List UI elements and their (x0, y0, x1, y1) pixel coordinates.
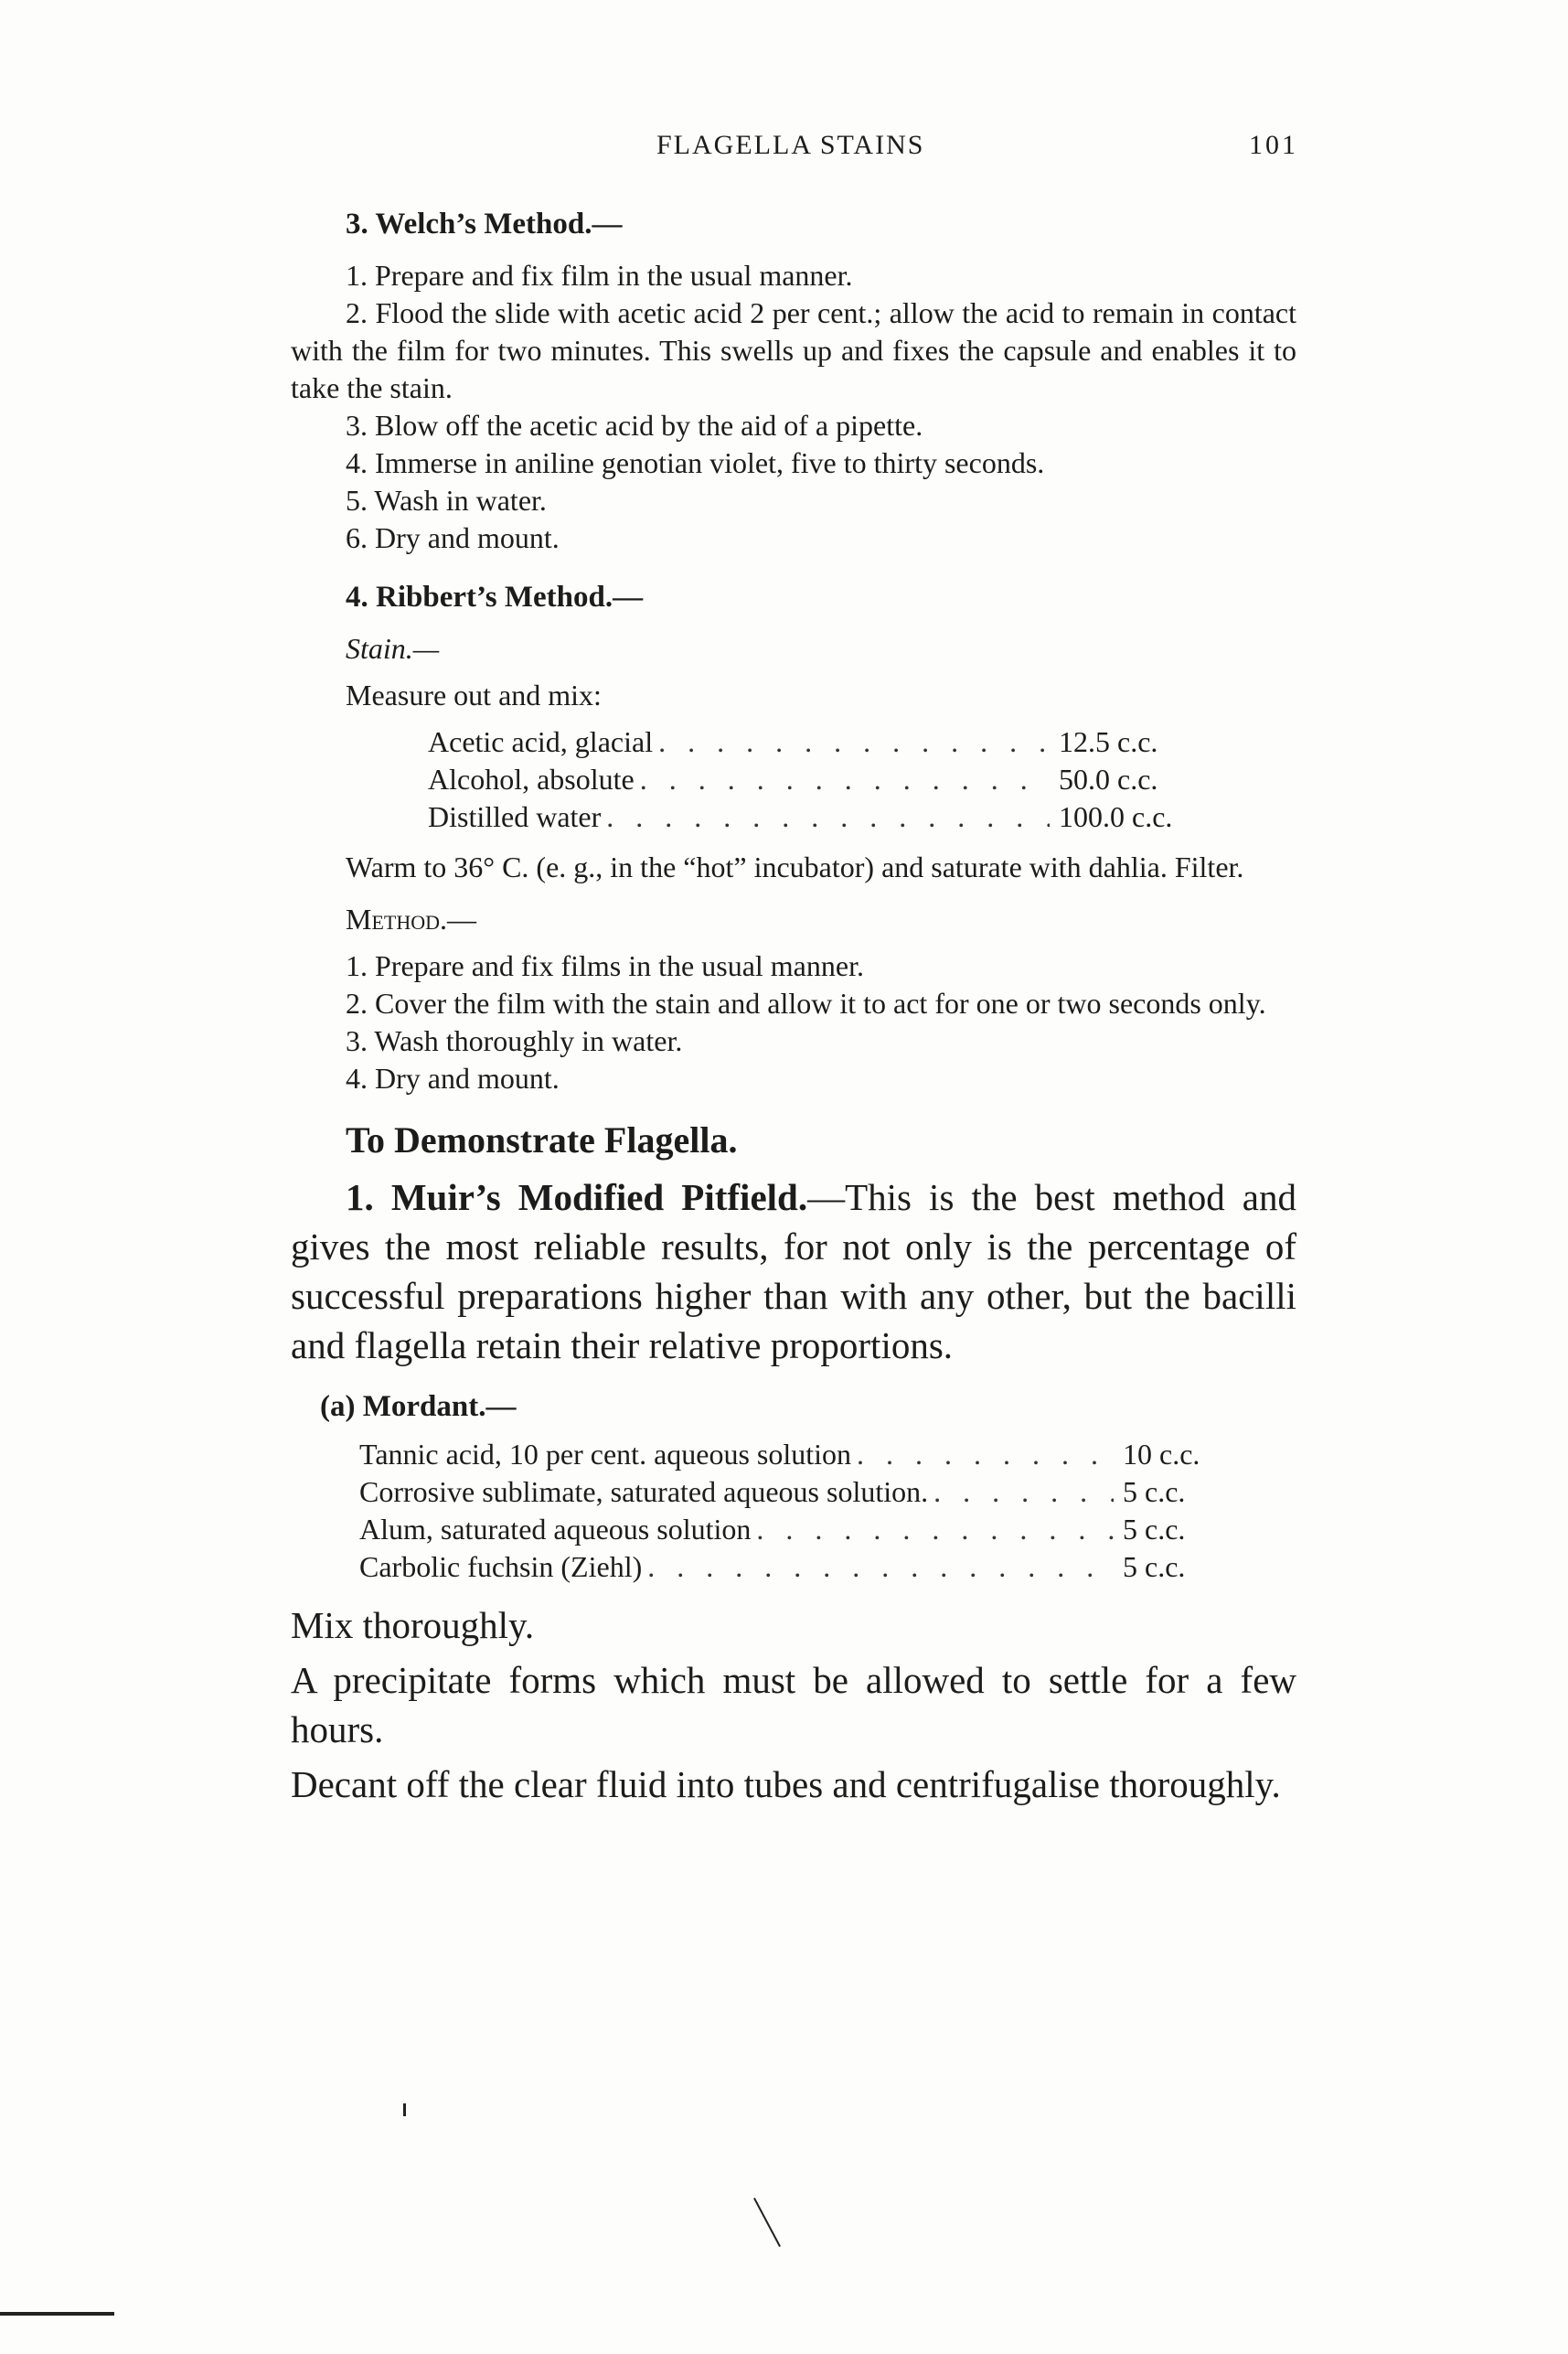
stain-label: Stain.— (346, 632, 440, 665)
recipe-row (428, 798, 1187, 836)
ingredient-name: Alcohol, absolute (428, 763, 635, 796)
welch-steps (291, 257, 1296, 557)
recipe-row (428, 723, 1187, 761)
leader-dots (851, 1436, 1114, 1473)
leader-dots (653, 723, 1050, 761)
ribbert-step-4: 4. Dry and mount. (346, 1062, 560, 1095)
page-header (293, 130, 1298, 166)
ribbert-section (291, 630, 1296, 1097)
leader-dots (642, 1548, 1114, 1586)
recipe-row (428, 761, 1187, 798)
recipe-row (359, 1436, 1283, 1473)
decant-instruction: Decant off the clear fluid into tubes and centrifugalise thoroughly. (291, 1763, 1281, 1805)
ribbert-step-2: 2. Cover the film with the stain and allow it to act for one or two seconds only. (346, 987, 1266, 1020)
ingredient-name: Acetic acid, glacial (428, 725, 654, 758)
leader-dots (751, 1511, 1114, 1548)
ingredient-amount: 100.0 c.c. (1059, 800, 1173, 833)
ingredient-amount: 10 c.c. (1123, 1438, 1200, 1471)
page-number: 101 (1249, 130, 1298, 160)
ingredient-amount: 5 c.c. (1123, 1475, 1186, 1508)
welch-method-heading: 3. Welch’s Method.— (346, 208, 623, 241)
ingredient-name: Corrosive sublimate, saturated aqueous solution. (359, 1475, 929, 1508)
closing-paragraphs (291, 1600, 1296, 1809)
measure-instruction: Measure out and mix: (346, 679, 602, 712)
scan-edge-mark (0, 2312, 114, 2316)
mordant-recipe (359, 1436, 1283, 1586)
welch-step-1: 1. Prepare and fix film in the usual manner. (346, 259, 853, 292)
mix-instruction: Mix thoroughly. (291, 1604, 535, 1646)
precipitate-instruction: A precipitate forms which must be allowed to settle for a few hours. (291, 1659, 1296, 1750)
recipe-row (359, 1511, 1283, 1548)
scan-stroke (753, 2198, 781, 2247)
mordant-label: (a) Mordant.— (320, 1390, 517, 1423)
ingredient-amount: 5 c.c. (1123, 1550, 1186, 1583)
page-content (291, 197, 1296, 1809)
muir-paragraph (291, 1172, 1296, 1370)
welch-step-4: 4. Immerse in aniline genotian violet, five to thirty seconds. (346, 446, 1045, 479)
ingredient-name: Distilled water (428, 800, 602, 833)
welch-step-5: 5. Wash in water. (346, 484, 547, 517)
welch-step-2: 2. Flood the slide with acetic acid 2 per cent.; allow the acid to remain in contact with the film for two minutes. This swells up and fixes the capsule and enables it to take the stain. (291, 296, 1296, 404)
ribbert-step-3: 3. Wash thoroughly in water. (346, 1024, 683, 1057)
warm-instruction: Warm to 36° C. (e. g., in the “hot” incubator) and saturate with dahlia. Filter. (346, 851, 1244, 883)
scan-speck (403, 2103, 406, 2116)
ingredient-name: Tannic acid, 10 per cent. aqueous solution (359, 1438, 852, 1471)
leader-dots (928, 1473, 1114, 1511)
ingredient-amount: 5 c.c. (1123, 1513, 1186, 1546)
muir-description: —This is the best method and gives the most reliable results, for not only is the percentage of successful preparations higher than with any other, but the bacilli and flagella retain their relative proportions. (291, 1176, 1296, 1366)
ingredient-amount: 12.5 c.c. (1059, 725, 1158, 758)
welch-step-6: 6. Dry and mount. (346, 521, 560, 554)
demonstrate-flagella-heading: To Demonstrate Flagella. (346, 1119, 738, 1161)
recipe-row (359, 1548, 1283, 1586)
welch-step-3: 3. Blow off the acetic acid by the aid of a pipette. (346, 409, 923, 442)
method-label: Method.— (346, 903, 476, 936)
leader-dots (601, 798, 1050, 836)
muir-method-heading: 1. Muir’s Modified Pitfield. (346, 1176, 808, 1218)
ribbert-step-1: 1. Prepare and fix films in the usual manner. (346, 949, 864, 982)
ingredient-name: Carbolic fuchsin (Ziehl) (359, 1550, 643, 1583)
leader-dots (635, 761, 1050, 798)
ingredient-name: Alum, saturated aqueous solution (359, 1513, 752, 1546)
ribbert-method-heading: 4. Ribbert’s Method.— (346, 581, 644, 614)
ingredient-amount: 50.0 c.c. (1059, 763, 1158, 796)
recipe-row (359, 1473, 1283, 1511)
stain-recipe (428, 723, 1187, 836)
running-head: FLAGELLA STAINS (656, 130, 925, 160)
